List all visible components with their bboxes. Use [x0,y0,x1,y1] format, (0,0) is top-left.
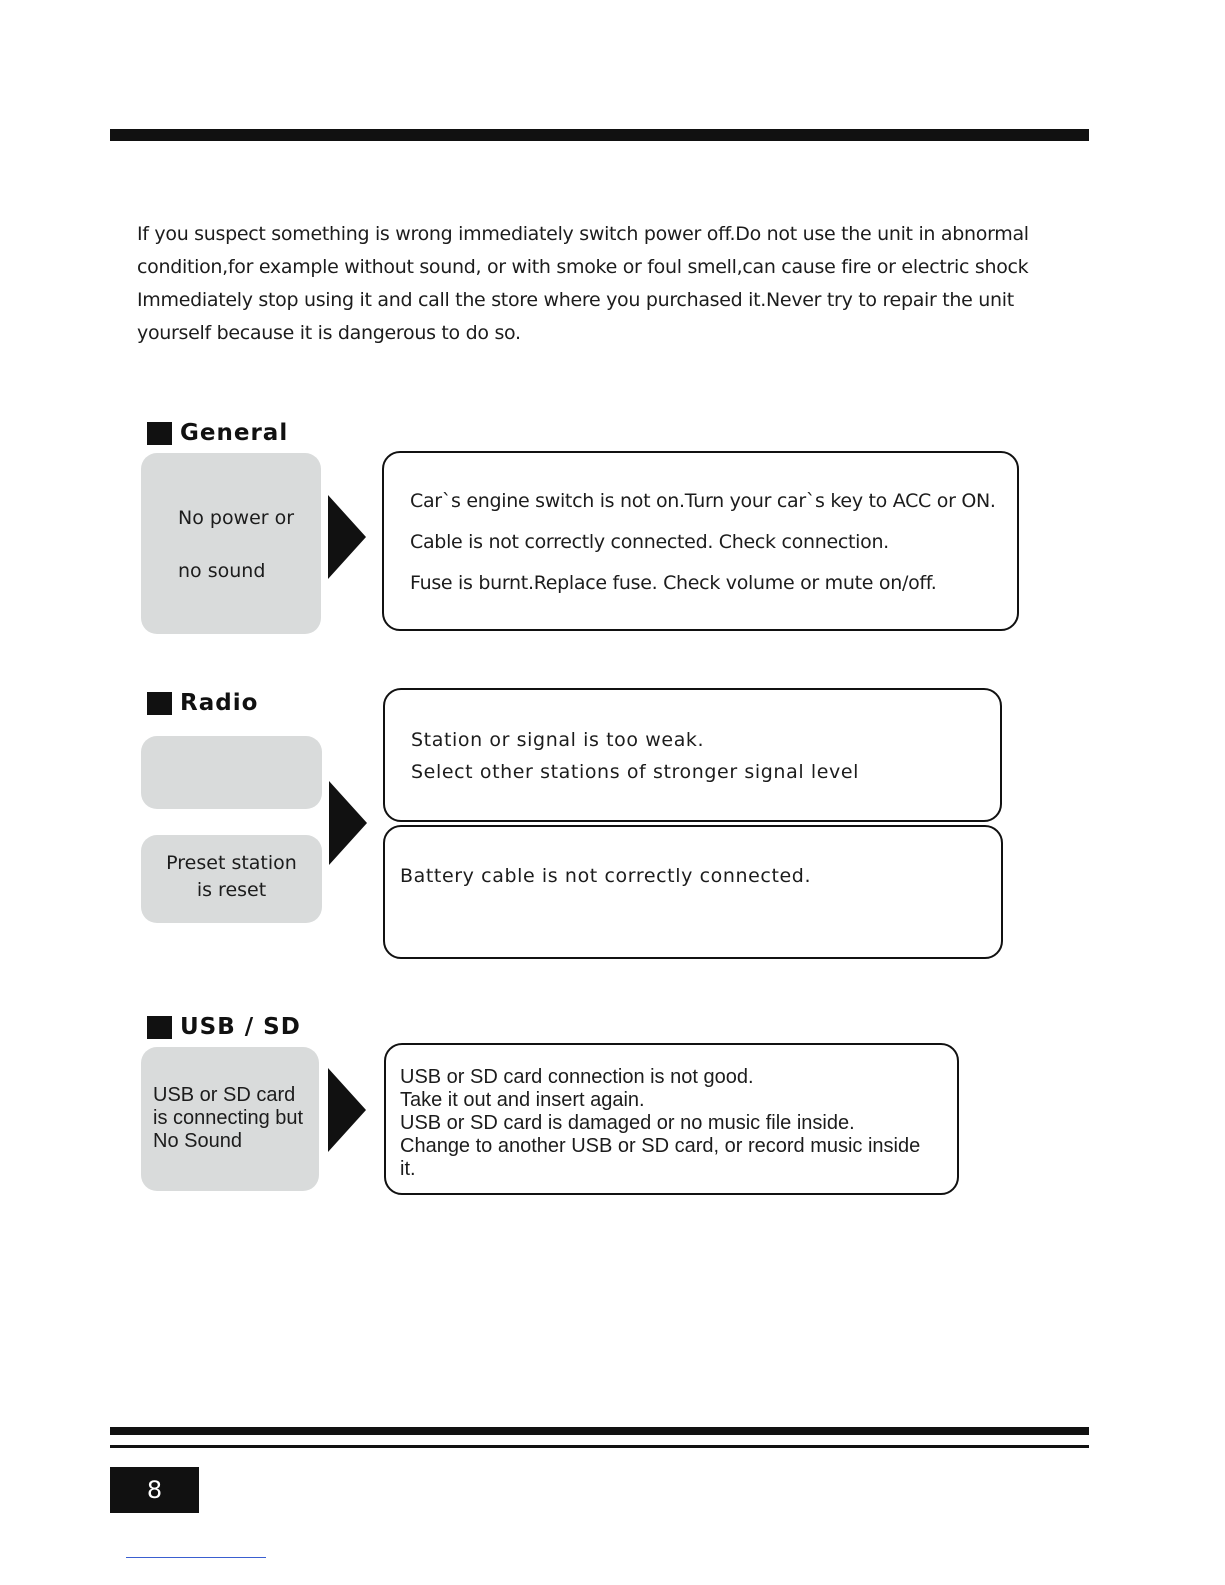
footer-link-underline [126,1557,266,1558]
radio-symptom-line: Preset station [166,852,297,874]
radio-symptom-box-blank [141,736,322,809]
general-remedy-box [382,451,1019,631]
usb-sd-remedy-box [384,1043,959,1195]
remedy-line: Select other stations of stronger signal level [411,761,860,783]
bottom-rule-thin [110,1445,1089,1448]
remedy-line: Station or signal is too weak. [411,729,705,751]
intro-line: condition,for example without sound, or with smoke or foul smell,can cause fire or electric shock [137,256,1029,278]
remedy-line: Take it out and insert again. [400,1089,645,1111]
intro-paragraph [137,218,1037,350]
arrow-right-icon [328,1068,366,1152]
page-number: 8 [146,1476,163,1504]
usb-sd-symptom-line: No Sound [153,1130,242,1152]
remedy-line: Fuse is burnt.Replace fuse. Check volume or mute on/off. [410,572,937,594]
usb-sd-symptom-box [141,1047,319,1191]
general-title: General [180,420,289,446]
remedy-line: Car`s engine switch is not on.Turn your car`s key to ACC or ON. [410,490,996,512]
arrow-right-icon [329,781,367,865]
remedy-line: Change to another USB or SD card, or record music inside [400,1135,921,1157]
remedy-line: it. [400,1158,416,1180]
radio-signal-remedy-box [383,688,1002,822]
page-number-badge [110,1467,199,1513]
general-section-heading [147,420,288,446]
intro-line: yourself because it is dangerous to do so. [137,322,521,344]
intro-line: If you suspect something is wrong immediately switch power off.Do not use the unit in abnormal [137,223,1029,245]
radio-symptom-box-preset [141,835,322,923]
general-symptom-line: no sound [178,560,266,582]
radio-battery-remedy-box [383,825,1003,959]
bottom-rule-thick [110,1427,1089,1435]
general-symptom-line: No power or [178,507,295,529]
usb-sd-symptom-line: USB or SD card [153,1084,296,1106]
top-rule [110,129,1089,141]
heading-bullet-icon [147,422,172,445]
remedy-line: USB or SD card is damaged or no music file inside. [400,1112,855,1134]
remedy-line: Battery cable is not correctly connected. [400,865,812,887]
radio-title: Radio [180,690,259,716]
usb-sd-symptom-line: is connecting but [153,1107,304,1129]
arrow-right-icon [328,495,366,579]
intro-line: Immediately stop using it and call the store where you purchased it.Never try to repair the unit [137,289,1014,311]
usb-sd-title: USB / SD [180,1014,301,1040]
remedy-line: Cable is not correctly connected. Check connection. [410,531,889,553]
heading-bullet-icon [147,1016,172,1039]
heading-bullet-icon [147,692,172,715]
usb-sd-section-heading [147,1014,301,1040]
general-symptom-box [141,453,321,634]
remedy-line: USB or SD card connection is not good. [400,1066,754,1088]
radio-symptom-line: is reset [196,879,267,901]
radio-section-heading [147,690,258,716]
